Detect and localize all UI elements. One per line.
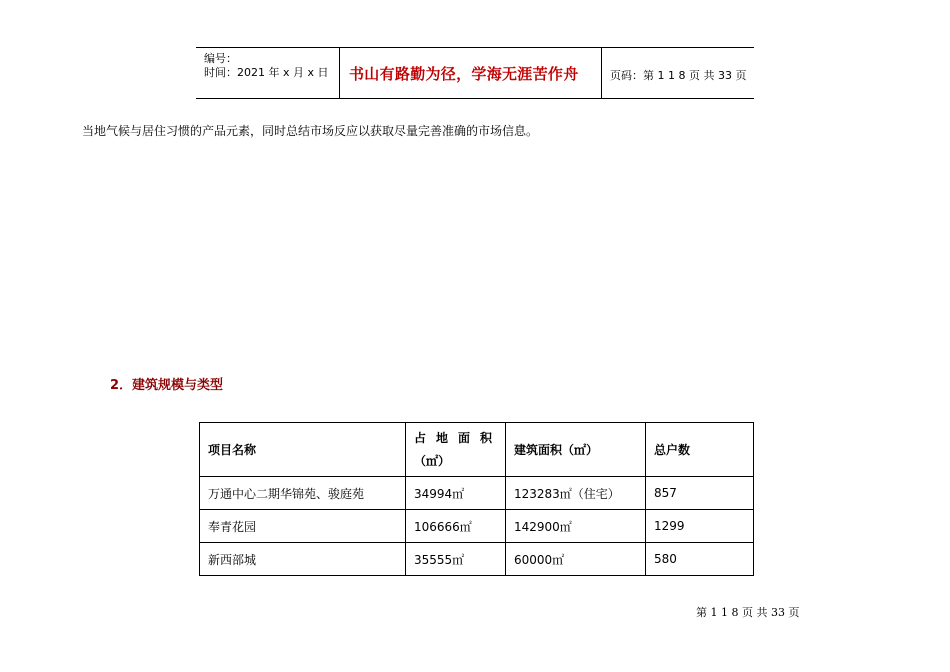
number-label: 编号：: [204, 52, 237, 65]
cell-land-area: 34994㎡: [406, 477, 506, 510]
cell-project-name: 万通中心二期华锦苑、骏庭苑: [200, 477, 406, 510]
cell-building-area: 142900㎡: [506, 510, 646, 543]
body-paragraph: 当地气候与居住习惯的产品元素，同时总结市场反应以获取尽量完善准确的市场信息。: [82, 124, 539, 138]
header-page-ref: 页码：第 1 1 8 页 共 33 页: [610, 69, 747, 82]
table-header-row: [200, 423, 754, 477]
table-row: [200, 510, 754, 543]
cell-households: 857: [646, 477, 754, 510]
header-households: 总户数: [646, 423, 754, 477]
header-motto: 书山有路勤为径，学海无涯苦作舟: [349, 65, 579, 83]
time-label: 时间：2021 年 x 月 x 日: [204, 66, 329, 79]
cell-building-area: 60000㎡: [506, 543, 646, 576]
page-footer: 第 1 1 8 页 共 33 页: [696, 606, 800, 619]
header-land-area: [406, 423, 506, 477]
table-row: [200, 477, 754, 510]
project-table: [199, 422, 754, 576]
section-title: 2．建筑规模与类型: [110, 378, 224, 393]
header-divider: [339, 48, 340, 98]
header-project-name: 项目名称: [200, 423, 406, 477]
header-land-area-unit: （㎡）: [414, 454, 451, 468]
header-building-area: 建筑面积（㎡）: [506, 423, 646, 477]
cell-project-name: 新西部城: [200, 543, 406, 576]
header-land-area-label: 占地面积: [414, 431, 503, 445]
cell-project-name: 奉青花园: [200, 510, 406, 543]
page-header: [196, 47, 754, 99]
table-row: [200, 543, 754, 576]
cell-building-area: 123283㎡（住宅）: [506, 477, 646, 510]
cell-households: 580: [646, 543, 754, 576]
cell-land-area: 35555㎡: [406, 543, 506, 576]
header-divider: [601, 48, 602, 98]
cell-land-area: 106666㎡: [406, 510, 506, 543]
cell-households: 1299: [646, 510, 754, 543]
